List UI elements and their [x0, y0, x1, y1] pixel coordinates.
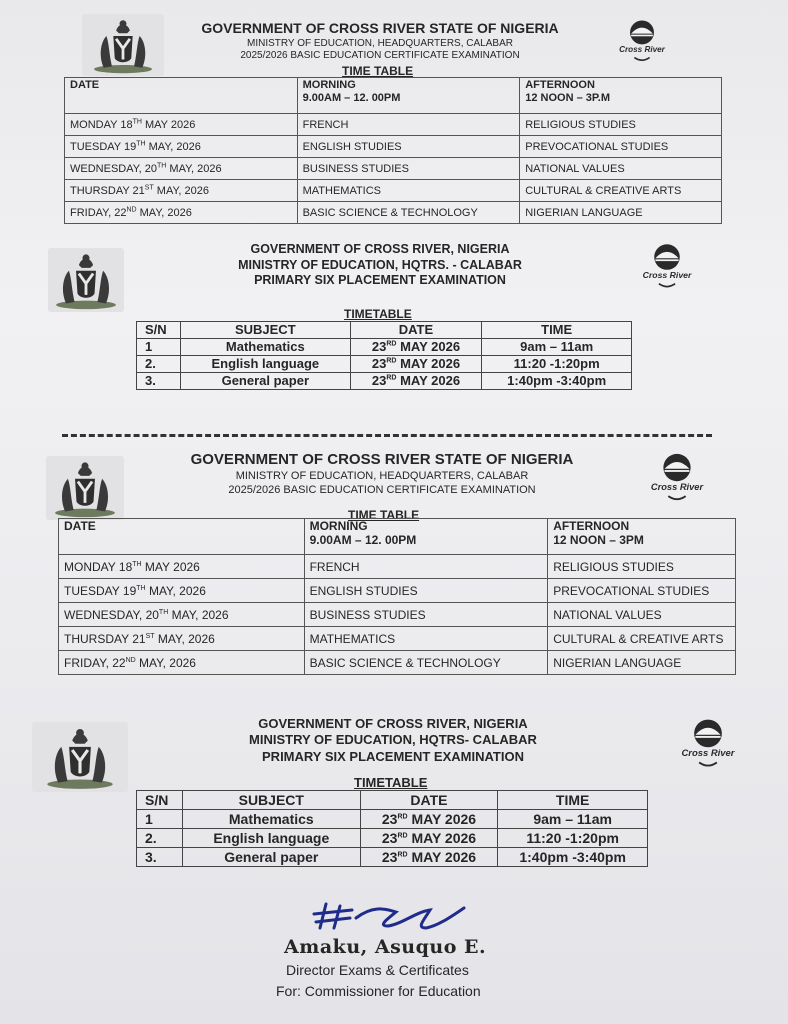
table-row: WEDNESDAY, 20TH MAY, 2026 BUSINESS STUDIES NATIONAL VALUES	[65, 158, 722, 180]
table-header-row: DATE MORNING 9.00AM – 12. 00PM AFTERNOON 12 NOON – 3PM	[59, 519, 736, 555]
cross-river-logo	[646, 446, 708, 504]
bece-title: GOVERNMENT OF CROSS RIVER STATE OF NIGERIA	[201, 20, 559, 36]
table-row: FRIDAY, 22ND MAY, 2026 BASIC SCIENCE & TECHNOLOGY NIGERIAN LANGUAGE	[59, 651, 736, 675]
table-row: 3. General paper 23RD MAY 2026 1:40pm -3:40pm	[137, 848, 648, 867]
table-row: FRIDAY, 22ND MAY, 2026 BASIC SCIENCE & TECHNOLOGY NIGERIAN LANGUAGE	[65, 202, 722, 224]
table-row: TUESDAY 19TH MAY, 2026 ENGLISH STUDIES PREVOCATIONAL STUDIES	[65, 136, 722, 158]
cut-line-divider	[62, 434, 712, 437]
table-row: 2. English language 23RD MAY 2026 11:20 -1:20pm	[137, 356, 632, 373]
bece-timetable	[58, 518, 736, 675]
col-date: DATE	[65, 78, 298, 114]
bece-exam: 2025/2026 BASIC EDUCATION CERTIFICATE EXAMINATION	[240, 50, 520, 61]
table-header-row: S/N SUBJECT DATE TIME	[137, 322, 632, 339]
table-row: 1 Mathematics 23RD MAY 2026 9am – 11am	[137, 339, 632, 356]
table-row: 3. General paper 23RD MAY 2026 1:40pm -3:40pm	[137, 373, 632, 390]
pse-title: GOVERNMENT OF CROSS RIVER, NIGERIA	[250, 242, 510, 256]
pse-timetable-label: TIMETABLE	[354, 775, 428, 790]
cross-river-logo	[612, 14, 672, 64]
table-row: THURSDAY 21ST MAY, 2026 MATHEMATICS CULTURAL & CREATIVE ARTS	[59, 627, 736, 651]
pse-header	[200, 242, 560, 289]
cross-river-logo	[676, 712, 740, 770]
nigeria-coat-of-arms	[82, 14, 164, 76]
pse-exam: PRIMARY SIX PLACEMENT EXAMINATION	[254, 273, 506, 288]
table-header-row: S/N SUBJECT DATE TIME	[137, 791, 648, 810]
col-afternoon: AFTERNOON 12 NOON – 3P.M	[520, 78, 722, 114]
pse-header: GOVERNMENT OF CROSS RIVER, NIGERIA MINISTRY OF EDUCATION, HQTRS- CALABAR PRIMARY SIX PLACEMENT EXAMINATION	[249, 716, 537, 764]
bece-ministry: MINISTRY OF EDUCATION, HEADQUARTERS, CALABAR	[247, 37, 513, 49]
table-row: MONDAY 18TH MAY 2026 FRENCH RELIGIOUS STUDIES	[65, 114, 722, 136]
nigeria-coat-of-arms	[48, 248, 124, 312]
table-row: 2. English language 23RD MAY 2026 11:20 -1:20pm	[137, 829, 648, 848]
signatory-title: Director Exams & Certificates	[286, 962, 469, 978]
pse-ministry: MINISTRY OF EDUCATION, HQTRS. - CALABAR	[238, 257, 522, 272]
nigeria-coat-of-arms	[46, 456, 124, 520]
pse-timetable-label: TIMETABLE	[344, 307, 412, 321]
table-row: TUESDAY 19TH MAY, 2026 ENGLISH STUDIES PREVOCATIONAL STUDIES	[59, 579, 736, 603]
table-row: THURSDAY 21ST MAY, 2026 MATHEMATICS CULTURAL & CREATIVE ARTS	[65, 180, 722, 202]
col-morning: MORNING 9.00AM – 12. 00PM	[297, 78, 520, 114]
pse-timetable	[136, 790, 648, 867]
table-row: 1 Mathematics 23RD MAY 2026 9am – 11am	[137, 810, 648, 829]
signatory-name: Amaku, Asuquo E.	[284, 936, 487, 958]
bece-header: GOVERNMENT OF CROSS RIVER STATE OF NIGERIA MINISTRY OF EDUCATION, HEADQUARTERS, CALABAR 2025/2026 BASIC EDUCATION CERTIFICATE EXAMINATION	[190, 451, 574, 496]
pse-timetable	[136, 321, 632, 390]
signatory-for: For: Commissioner for Education	[276, 983, 481, 999]
table-row: MONDAY 18TH MAY 2026 FRENCH RELIGIOUS STUDIES	[59, 555, 736, 579]
handwritten-signature	[312, 898, 472, 938]
bece-timetable	[64, 77, 722, 224]
table-header-row	[65, 78, 722, 114]
bece-timetable-label: TIME TABLE	[348, 508, 420, 522]
bece-timetable-label: TIME TABLE	[342, 64, 414, 78]
nigeria-coat-of-arms	[32, 722, 128, 792]
bece-header	[160, 20, 600, 63]
table-row: WEDNESDAY, 20TH MAY, 2026 BUSINESS STUDIES NATIONAL VALUES	[59, 603, 736, 627]
cross-river-logo	[638, 236, 696, 292]
